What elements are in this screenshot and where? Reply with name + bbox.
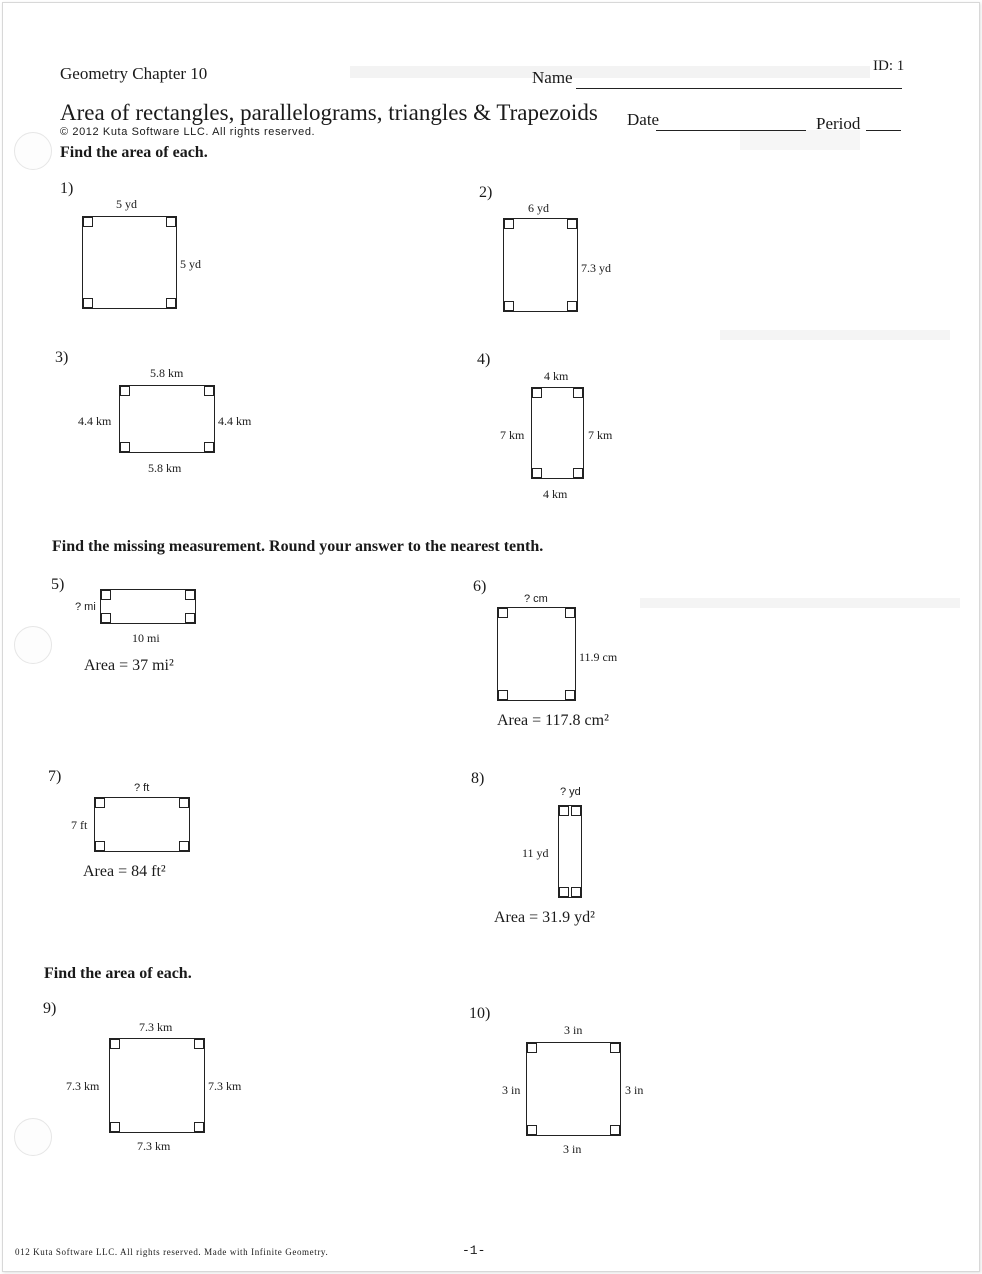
period-label: Period bbox=[816, 114, 861, 133]
copyright-line: © 2012 Kuta Software LLC. All rights reserved. bbox=[60, 126, 316, 138]
right-angle-marker bbox=[204, 442, 214, 452]
right-angle-marker bbox=[567, 219, 577, 229]
rectangle-figure bbox=[526, 1042, 621, 1136]
name-field-line[interactable] bbox=[576, 88, 902, 89]
problem-number: 4) bbox=[477, 351, 491, 368]
problem-number: 1) bbox=[60, 180, 74, 197]
dimension-label: 10 mi bbox=[132, 631, 160, 645]
problem-number: 7) bbox=[48, 768, 62, 785]
unknown-dimension-label: ? yd bbox=[560, 786, 581, 798]
right-angle-marker bbox=[185, 590, 195, 600]
page-number: -1- bbox=[462, 1243, 486, 1258]
right-angle-marker bbox=[179, 841, 189, 851]
right-angle-marker bbox=[504, 219, 514, 229]
dimension-label: 7.3 km bbox=[208, 1079, 242, 1093]
right-angle-marker bbox=[120, 386, 130, 396]
right-angle-marker bbox=[185, 613, 195, 623]
right-angle-marker bbox=[610, 1043, 620, 1053]
right-angle-marker bbox=[571, 806, 581, 816]
unknown-dimension-label: ? mi bbox=[75, 601, 96, 613]
right-angle-marker bbox=[83, 217, 93, 227]
dimension-label: 6 yd bbox=[528, 201, 549, 215]
problem-number: 2) bbox=[479, 184, 493, 201]
right-angle-marker bbox=[565, 690, 575, 700]
right-angle-marker bbox=[565, 608, 575, 618]
dimension-label: 7.3 km bbox=[139, 1020, 173, 1034]
worksheet-title: Area of rectangles, parallelograms, triangles & Trapezoids bbox=[60, 100, 598, 125]
binder-hole-top bbox=[14, 132, 52, 170]
dimension-label: 7.3 km bbox=[66, 1079, 100, 1093]
problem-number: 3) bbox=[55, 349, 69, 366]
id-label: ID: 1 bbox=[873, 58, 905, 74]
bleed-through-mark bbox=[640, 598, 960, 608]
bleed-through-mark bbox=[350, 66, 870, 78]
right-angle-marker bbox=[95, 798, 105, 808]
problem-number: 5) bbox=[51, 576, 65, 593]
rectangle-figure bbox=[119, 385, 215, 453]
dimension-label: 3 in bbox=[564, 1023, 583, 1037]
dimension-label: 7.3 yd bbox=[581, 261, 611, 275]
problem-number: 9) bbox=[43, 1000, 57, 1017]
dimension-label: 3 in bbox=[625, 1083, 644, 1097]
right-angle-marker bbox=[83, 298, 93, 308]
binder-hole-middle bbox=[14, 626, 52, 664]
period-field-line[interactable] bbox=[866, 130, 901, 131]
dimension-label: 4 km bbox=[543, 487, 568, 501]
section-instruction: Find the missing measurement. Round your answer to the nearest tenth. bbox=[52, 538, 544, 555]
dimension-label: 4 km bbox=[544, 369, 569, 383]
dimension-label: 4.4 km bbox=[218, 414, 252, 428]
rectangle-figure bbox=[558, 805, 582, 898]
right-angle-marker bbox=[101, 590, 111, 600]
right-angle-marker bbox=[110, 1122, 120, 1132]
dimension-label: 4.4 km bbox=[78, 414, 112, 428]
dimension-label: 7 km bbox=[588, 428, 613, 442]
right-angle-marker bbox=[573, 468, 583, 478]
right-angle-marker bbox=[166, 298, 176, 308]
right-angle-marker bbox=[559, 887, 569, 897]
area-given: Area = 37 mi² bbox=[84, 657, 174, 674]
dimension-label: 3 in bbox=[563, 1142, 582, 1156]
dimension-label: 7.3 km bbox=[137, 1139, 171, 1153]
problem-number: 6) bbox=[473, 578, 487, 595]
right-angle-marker bbox=[110, 1039, 120, 1049]
section-instruction: Find the area of each. bbox=[44, 965, 192, 982]
dimension-label: 5.8 km bbox=[150, 366, 184, 380]
unknown-dimension-label: ? ft bbox=[134, 782, 150, 794]
dimension-label: 3 in bbox=[502, 1083, 521, 1097]
dimension-label: 7 km bbox=[500, 428, 525, 442]
right-angle-marker bbox=[95, 841, 105, 851]
right-angle-marker bbox=[194, 1039, 204, 1049]
right-angle-marker bbox=[194, 1122, 204, 1132]
right-angle-marker bbox=[573, 388, 583, 398]
rectangle-figure bbox=[503, 218, 578, 312]
name-label: Name bbox=[532, 68, 573, 87]
rectangle-figure bbox=[94, 797, 190, 852]
bleed-through-mark bbox=[720, 330, 950, 340]
right-angle-marker bbox=[532, 468, 542, 478]
right-angle-marker bbox=[101, 613, 111, 623]
problem-number: 8) bbox=[471, 770, 485, 787]
area-given: Area = 31.9 yd² bbox=[494, 909, 595, 926]
right-angle-marker bbox=[498, 690, 508, 700]
right-angle-marker bbox=[559, 806, 569, 816]
right-angle-marker bbox=[610, 1125, 620, 1135]
unknown-dimension-label: ? cm bbox=[524, 593, 548, 605]
right-angle-marker bbox=[571, 887, 581, 897]
dimension-label: 11.9 cm bbox=[579, 650, 618, 664]
dimension-label: 5.8 km bbox=[148, 461, 182, 475]
dimension-label: 5 yd bbox=[180, 257, 201, 271]
date-field-line[interactable] bbox=[656, 130, 806, 131]
dimension-label: 7 ft bbox=[71, 818, 88, 832]
right-angle-marker bbox=[504, 301, 514, 311]
rectangle-figure bbox=[82, 216, 177, 309]
rectangle-figure bbox=[531, 387, 584, 479]
area-given: Area = 84 ft² bbox=[83, 863, 166, 880]
right-angle-marker bbox=[532, 388, 542, 398]
footer-credit: 012 Kuta Software LLC. All rights reserved. Made with Infinite Geometry. bbox=[15, 1247, 329, 1257]
date-label: Date bbox=[627, 110, 660, 129]
right-angle-marker bbox=[120, 442, 130, 452]
right-angle-marker bbox=[204, 386, 214, 396]
right-angle-marker bbox=[166, 217, 176, 227]
right-angle-marker bbox=[567, 301, 577, 311]
rectangle-figure bbox=[497, 607, 576, 701]
right-angle-marker bbox=[179, 798, 189, 808]
problem-number: 10) bbox=[469, 1005, 491, 1022]
rectangle-figure bbox=[100, 589, 196, 624]
course-title: Geometry Chapter 10 bbox=[60, 64, 208, 83]
right-angle-marker bbox=[527, 1125, 537, 1135]
right-angle-marker bbox=[527, 1043, 537, 1053]
rectangle-figure bbox=[109, 1038, 205, 1133]
dimension-label: 11 yd bbox=[522, 846, 549, 860]
area-given: Area = 117.8 cm² bbox=[497, 712, 609, 729]
section-instruction: Find the area of each. bbox=[60, 144, 208, 161]
dimension-label: 5 yd bbox=[116, 197, 137, 211]
right-angle-marker bbox=[498, 608, 508, 618]
binder-hole-bottom bbox=[14, 1118, 52, 1156]
